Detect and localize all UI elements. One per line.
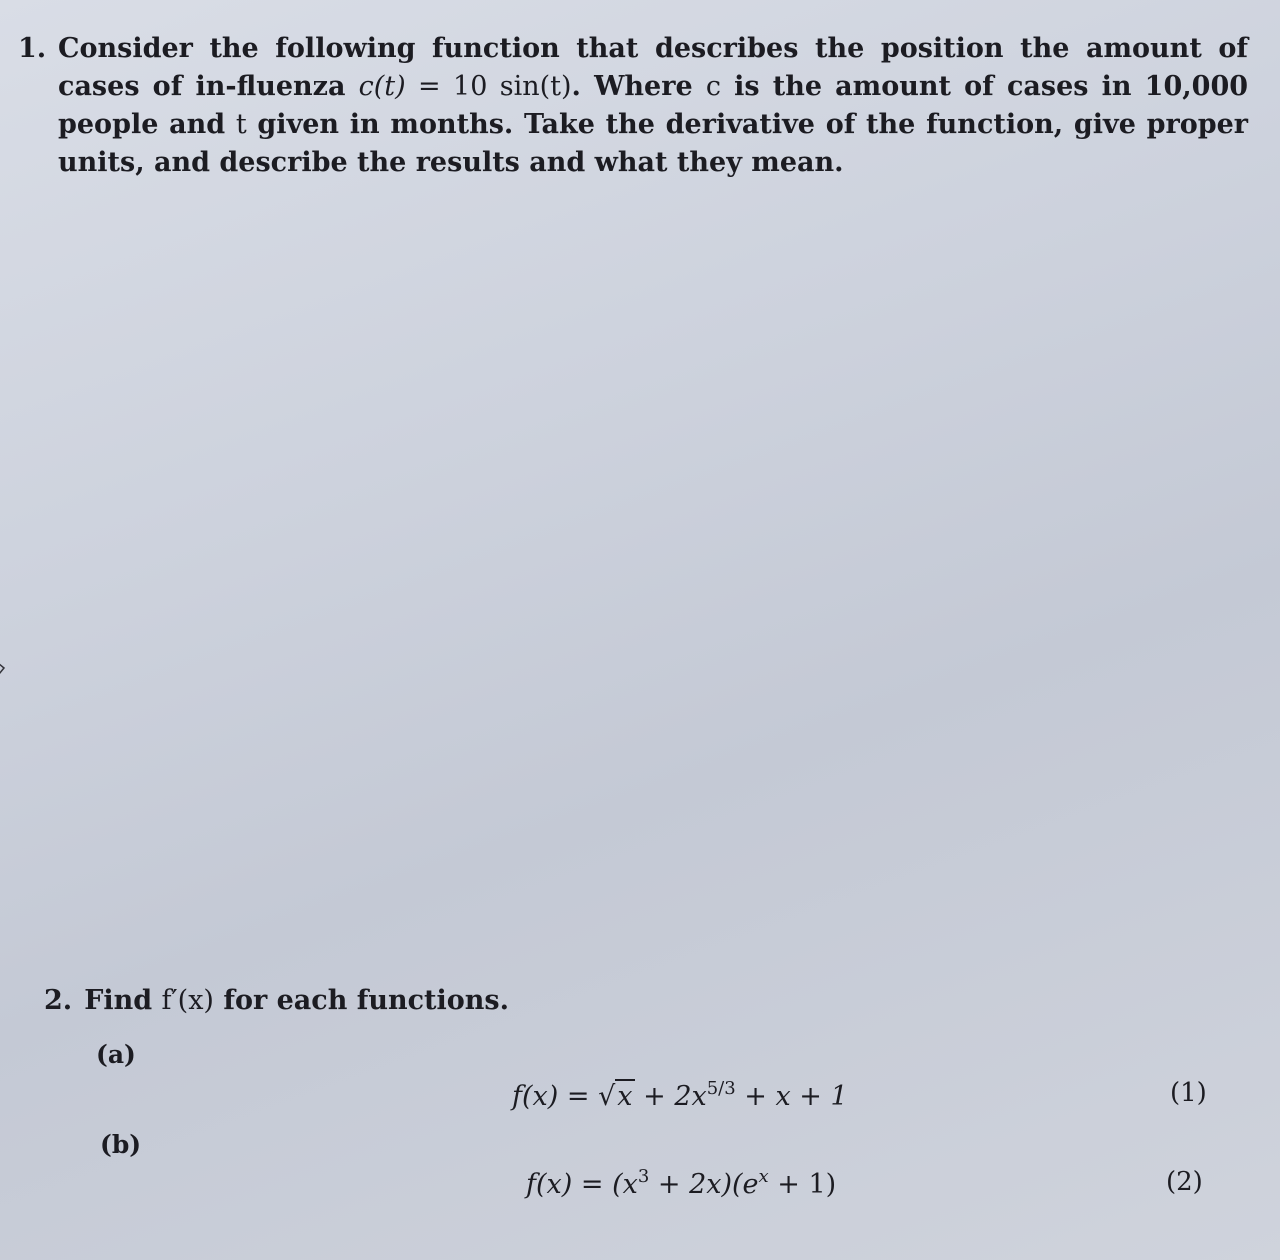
question-1: [18, 30, 1248, 182]
equation-2: [526, 1166, 836, 1200]
eq1-term-2x: + 2x: [634, 1081, 707, 1112]
eq2-rest: + 1): [768, 1169, 837, 1200]
q2-text-after: for each functions.: [213, 985, 510, 1016]
q1-text-part4: given in months. Take the derivative of the function, give proper units, and describe the results and what they mean.: [58, 109, 1248, 178]
part-b-label: (b): [100, 1130, 142, 1159]
question-1-number: 1.: [18, 33, 47, 64]
part-a-label: (a): [96, 1040, 136, 1069]
equation-number-1: (1): [1170, 1078, 1207, 1108]
q2-text-before: Find: [84, 985, 162, 1016]
q1-text-part3: is the amount of cases in 10,000 people and: [58, 71, 1249, 140]
question-2-number: 2.: [44, 985, 73, 1016]
eq2-exp-x: x: [758, 1166, 769, 1187]
eq2-lhs: f(x) = (x: [526, 1169, 638, 1200]
q1-var-c: c: [705, 71, 721, 102]
eq1-rest: + x + 1: [735, 1081, 848, 1112]
q1-function-rhs: 10 sin(t): [453, 71, 572, 102]
sqrt-symbol: √x: [598, 1081, 633, 1112]
equation-number-2: (2): [1166, 1167, 1203, 1197]
edge-mark-icon: [0, 662, 6, 676]
q1-text-part1: Consider the following function that describes the position the amount of cases of in-fluenza: [58, 33, 1248, 102]
equation-1: [512, 1078, 848, 1112]
eq2-mid: + 2x)(e: [649, 1169, 759, 1200]
eq1-radicand: x: [617, 1081, 633, 1112]
question-1-text: [58, 30, 1248, 182]
eq1-exponent: 5/3: [706, 1078, 736, 1099]
eq1-lhs: f(x) =: [512, 1081, 599, 1112]
q1-function-lhs: c(t): [358, 71, 406, 102]
question-2: [44, 982, 509, 1020]
q2-derivative: f′(x): [161, 985, 214, 1016]
q1-function: [359, 71, 572, 102]
q1-equals: =: [405, 71, 454, 102]
eq2-exp-cube: 3: [637, 1166, 650, 1187]
q1-var-t: t: [235, 109, 247, 140]
q1-text-part2: . Where: [571, 71, 706, 102]
